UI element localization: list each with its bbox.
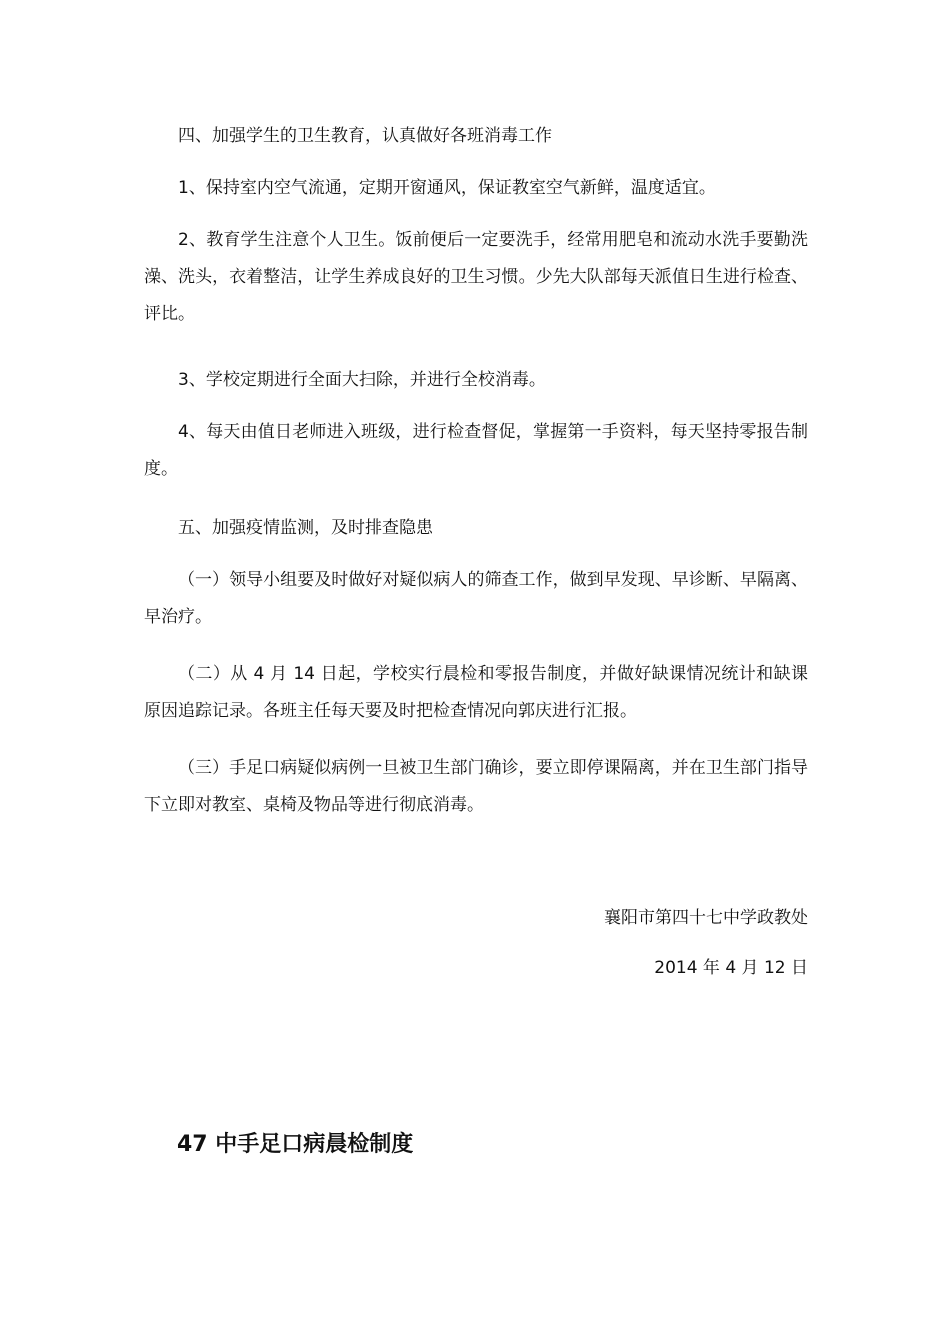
- item-1-paragraph: 1、保持室内空气流通，定期开窗通风，保证教室空气新鲜，温度适宜。: [178, 178, 716, 198]
- section-four-heading: 四、加强学生的卫生教育，认真做好各班消毒工作: [178, 126, 552, 146]
- item-4-paragraph: 4、每天由值日老师进入班级，进行检查督促，掌握第一手资料，每天坚持零报告制度。: [144, 422, 808, 479]
- item-3-paragraph: 3、学校定期进行全面大扫除，并进行全校消毒。: [178, 370, 546, 390]
- section-five-heading: 五、加强疫情监测，及时排查隐患: [178, 518, 433, 538]
- sub-item-3-paragraph: （三）手足口病疑似病例一旦被卫生部门确诊，要立即停课隔离，并在卫生部门指导下立即对教室、桌椅及物品等进行彻底消毒。: [144, 758, 808, 815]
- sub-item-1-paragraph: （一）领导小组要及时做好对疑似病人的筛查工作，做到早发现、早诊断、早隔离、早治疗。: [144, 570, 808, 627]
- signature-date: 2014 年 4 月 12 日: [654, 958, 808, 978]
- signature-org: 襄阳市第四十七中学政教处: [604, 908, 808, 928]
- sub-item-2-paragraph: （二）从 4 月 14 日起，学校实行晨检和零报告制度，并做好缺课情况统计和缺课原因追踪记录。各班主任每天要及时把检查情况向郭庆进行汇报。: [144, 664, 808, 721]
- item-2-paragraph: 2、教育学生注意个人卫生。饭前便后一定要洗手，经常用肥皂和流动水洗手要勤洗澡、洗头，衣着整洁，让学生养成良好的卫生习惯。少先大队部每天派值日生进行检查、评比。: [144, 230, 808, 324]
- next-section-title: 47 中手足口病晨检制度: [177, 1132, 414, 1157]
